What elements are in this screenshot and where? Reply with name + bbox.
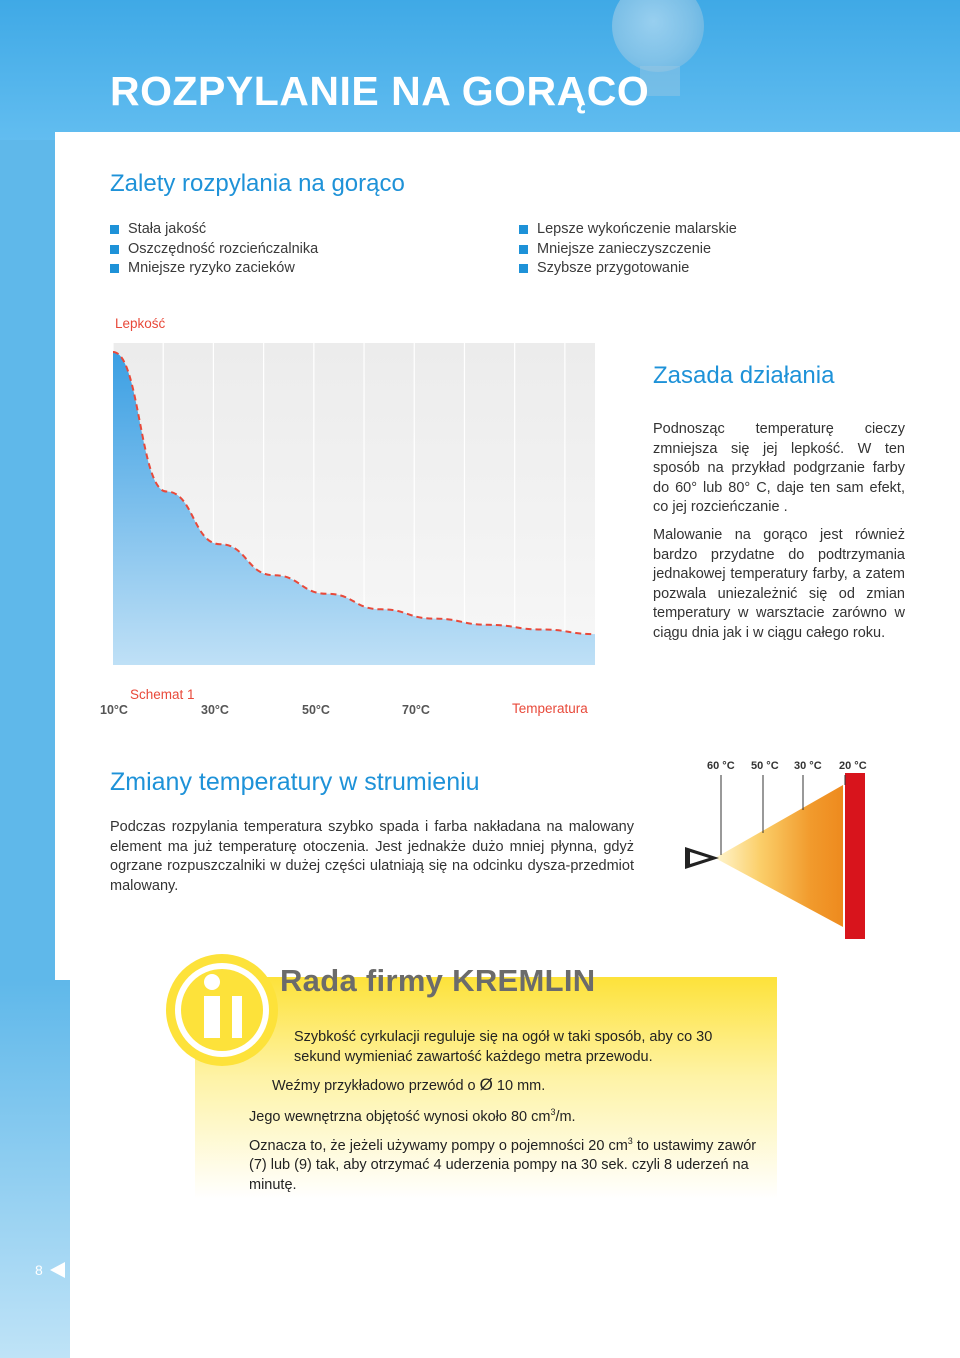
x-tick-label: 70°C — [402, 703, 430, 717]
tip-line-2: Weźmy przykładowo przewód o Ø 10 mm. — [272, 1075, 546, 1094]
info-icon — [162, 950, 282, 1070]
target-surface — [845, 773, 865, 939]
temp-label-30: 30 °C — [794, 760, 822, 772]
chart-xlabel: Temperatura — [512, 701, 588, 716]
list-item: Lepsze wykończenie malarskie — [519, 220, 737, 240]
temp-label-60: 60 °C — [707, 760, 735, 772]
list-item: Szybsze przygotowanie — [519, 259, 737, 279]
left-margin-band — [0, 980, 70, 1358]
list-item: Stała jakość — [110, 220, 318, 240]
tip-line-1: Szybkość cyrkulacji reguluje się na ogół w taki sposób, aby co 30 sekund wymieniać zawartość każdego metra przewodu. — [294, 1029, 713, 1065]
tip-title: Rada firmy KREMLIN — [280, 963, 596, 998]
page-arrow-icon — [50, 1262, 65, 1278]
stream-paragraph: Podczas rozpylania temperatura szybko spada i farba nakładana na malowany element ma już temperaturę otoczenia. Jest jednakże dużo mniej płynna, gdyż ogrzane rozpuszczalniki w dużej części ulatniają się na odcinku dysza-przedmiot malowany. — [110, 819, 634, 894]
page-title: ROZPYLANIE NA GORĄCO — [110, 68, 650, 114]
tip-line-4: Oznacza to, że jeżeli używamy pompy o pojemności 20 $cm^3$ to ustawimy zawór (7) lub (9) tak, aby otrzymać 4 uderzenia pompy na 30 sek. czyli 8 uderzeń na minutę. — [249, 1136, 757, 1193]
stream-heading: Zmiany temperatury w strumieniu — [110, 768, 480, 796]
advantages-list-right — [519, 220, 737, 279]
x-tick-label: 50°C — [302, 703, 330, 717]
advantages-heading: Zalety rozpylania na gorąco — [110, 170, 405, 197]
principle-paragraph-1: Podnosząc temperaturę cieczy zmniejsza się jej lepkość. W ten sposób na przykład podgrzanie farby do 60° lub 80° C, daje ten sam efekt, co jej rozcieńczanie . — [653, 421, 905, 515]
principle-heading: Zasada działania — [653, 362, 835, 389]
temp-label-50: 50 °C — [751, 760, 779, 772]
tip-line-3: Jego wewnętrzna objętość wynosi około 80 $cm^3/m$. — [249, 1107, 576, 1125]
principle-paragraph-2: Malowanie na gorąco jest również bardzo przydatne do podtrzymania jednakowej temperatury farby, a zatem pozwala uniezależnić się od zmian temperatury w warsztacie zarówno w ciągu dnia jak i w ciągu całego roku. — [653, 527, 905, 641]
viscosity-chart — [100, 340, 600, 670]
advantages-list-left — [110, 220, 318, 279]
list-item: Mniejsze zanieczyszczenie — [519, 240, 737, 260]
list-item: Mniejsze ryzyko zacieków — [110, 259, 318, 279]
spray-temperature-diagram — [683, 755, 868, 943]
x-tick-label: 10°C — [100, 703, 128, 717]
temp-label-20: 20 °C — [839, 760, 867, 772]
chart-ylabel: Lepkość — [115, 316, 166, 331]
chart-caption: Schemat 1 — [130, 687, 195, 702]
diameter-symbol: Ø — [479, 1075, 493, 1094]
x-tick-label: 30°C — [201, 703, 229, 717]
page-number: 8 — [35, 1262, 43, 1278]
list-item: Oszczędność rozcieńczalnika — [110, 240, 318, 260]
